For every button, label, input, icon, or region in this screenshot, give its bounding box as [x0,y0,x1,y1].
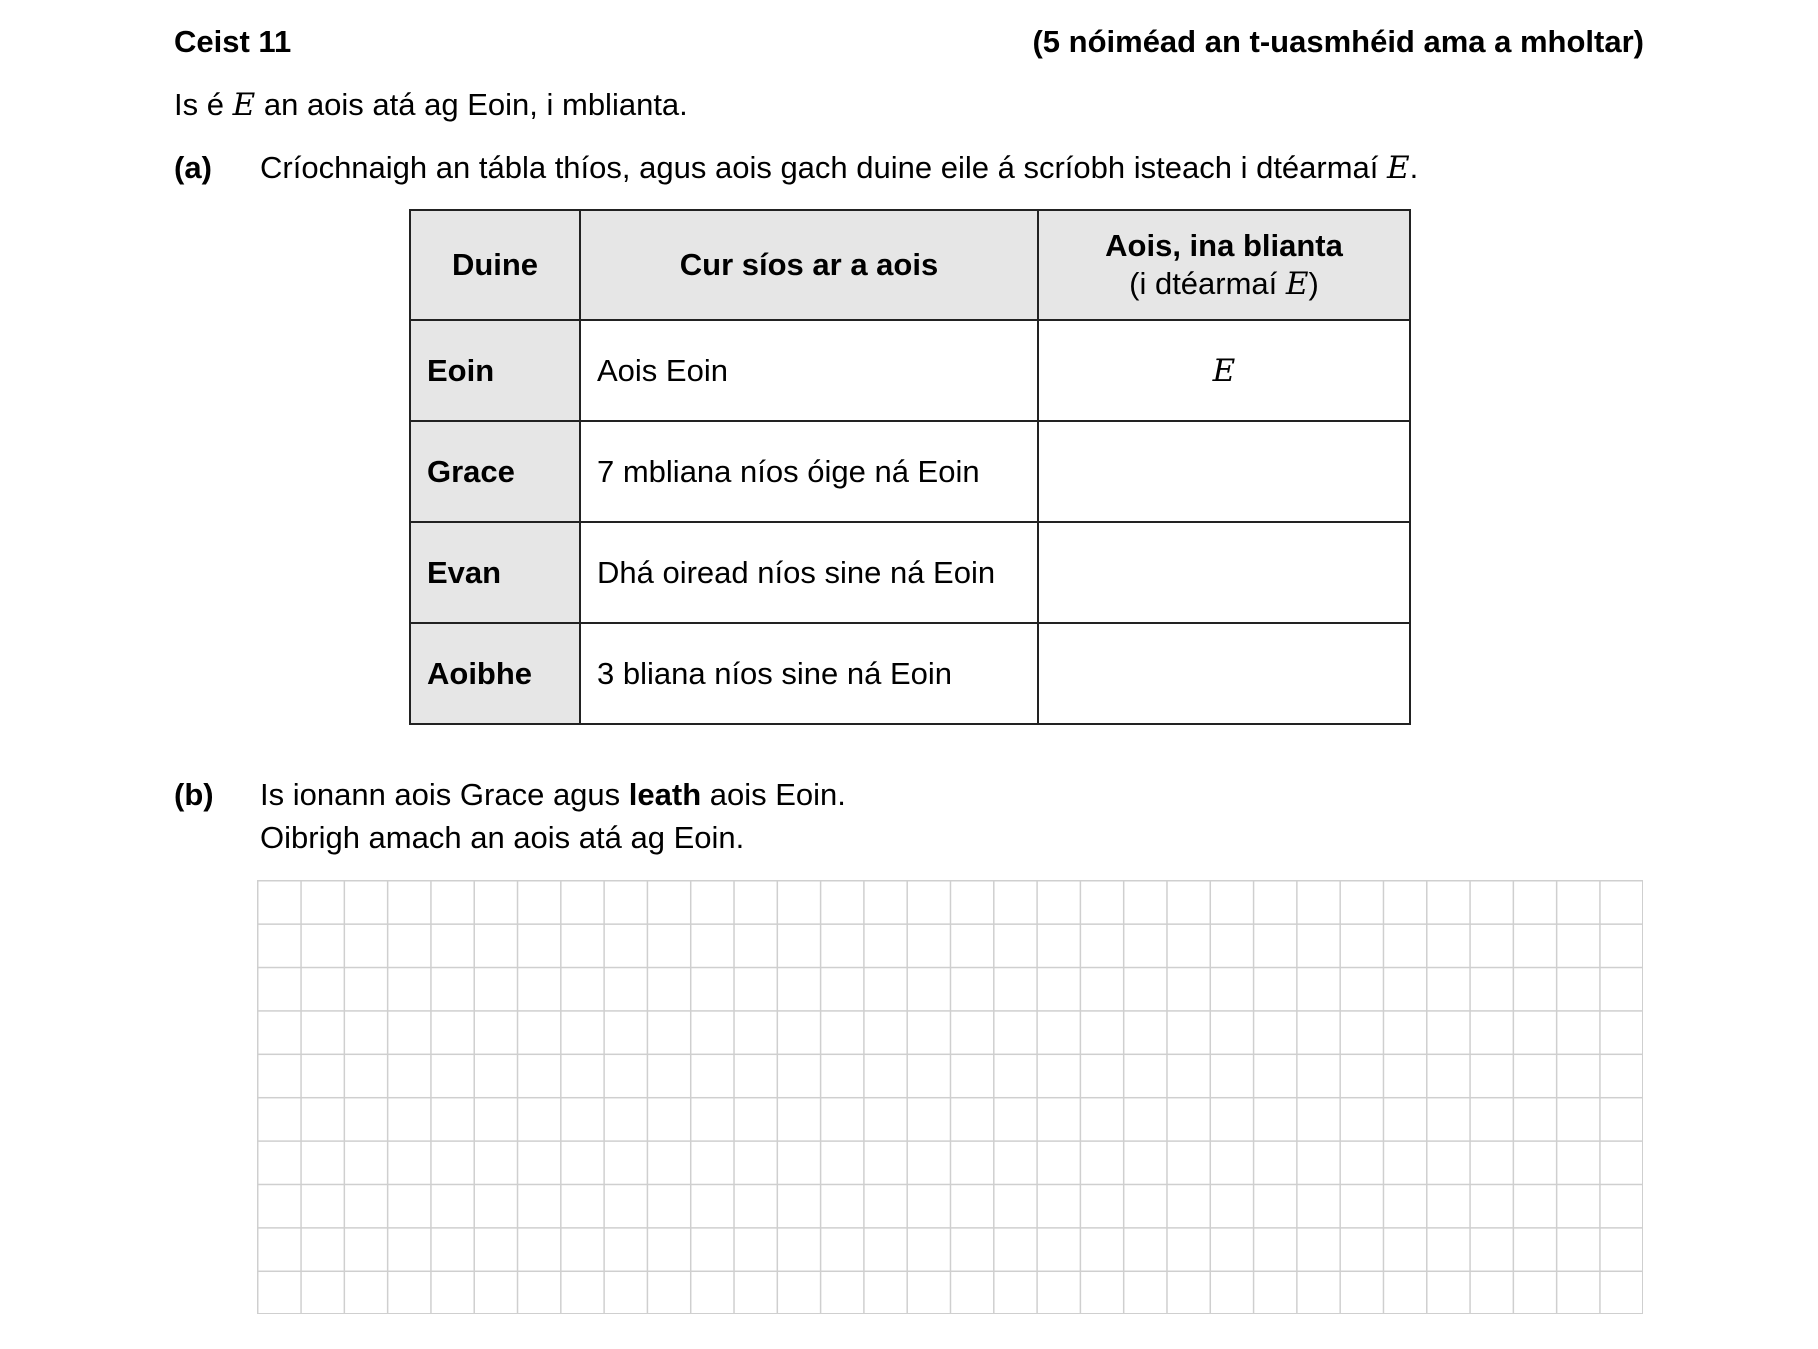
part-a-end: . [1409,150,1419,185]
age-answer-cell[interactable] [1038,421,1410,522]
table-header-row [410,210,1410,320]
header-age-suffix: ) [1308,266,1319,301]
header-description: Cur síos ar a aois [580,210,1038,320]
header-age-prefix: (i dtéarmaí [1129,266,1286,301]
table-row [410,421,1410,522]
header-age-line1: Aois, ina blianta [1105,228,1343,263]
age-answer-cell[interactable] [1038,522,1410,623]
part-a-text: Críochnaigh an tábla thíos, agus aois gach duine eile á scríobh isteach i dtéarmaí [260,150,1388,185]
age-table [409,209,1411,725]
age-description: Dhá oiread níos sine ná Eoin [580,522,1038,623]
header-person: Duine [410,210,580,320]
header-age [1038,210,1410,320]
variable-e: E [1387,150,1410,186]
time-note: (5 nóiméad an t-uasmhéid ama a mholtar) [1032,24,1644,59]
part-b-instruction: Oibrigh amach an aois atá ag Eoin. [260,820,745,855]
age-description: 7 mbliana níos óige ná Eoin [580,421,1038,522]
part-a-label: (a) [174,150,212,185]
question-title: Ceist 11 [174,24,292,59]
age-description: 3 bliana níos sine ná Eoin [580,623,1038,724]
part-b-suffix: aois Eoin. [701,777,846,812]
work-grid[interactable] [257,880,1643,1314]
person-name: Evan [410,522,580,623]
person-name: Grace [410,421,580,522]
variable-e: E [1285,266,1309,302]
intro-suffix: an aois atá ag Eoin, i mblianta. [255,87,688,122]
person-name: Aoibhe [410,623,580,724]
intro-text [174,87,688,123]
age-answer-cell[interactable] [1038,623,1410,724]
variable-e: E [232,87,256,123]
table-row [410,522,1410,623]
part-b-prefix: Is ionann aois Grace agus [260,777,629,812]
intro-prefix: Is é [174,87,233,122]
age-description: Aois Eoin [580,320,1038,421]
part-a-instruction [260,150,1418,186]
table-row [410,320,1410,421]
part-b-bold-word: leath [628,777,702,812]
age-answer-cell: E [1038,320,1410,421]
header-age-line2 [1055,265,1393,303]
person-name: Eoin [410,320,580,421]
part-b-label: (b) [174,777,214,812]
part-b-statement [260,777,846,813]
table-row [410,623,1410,724]
